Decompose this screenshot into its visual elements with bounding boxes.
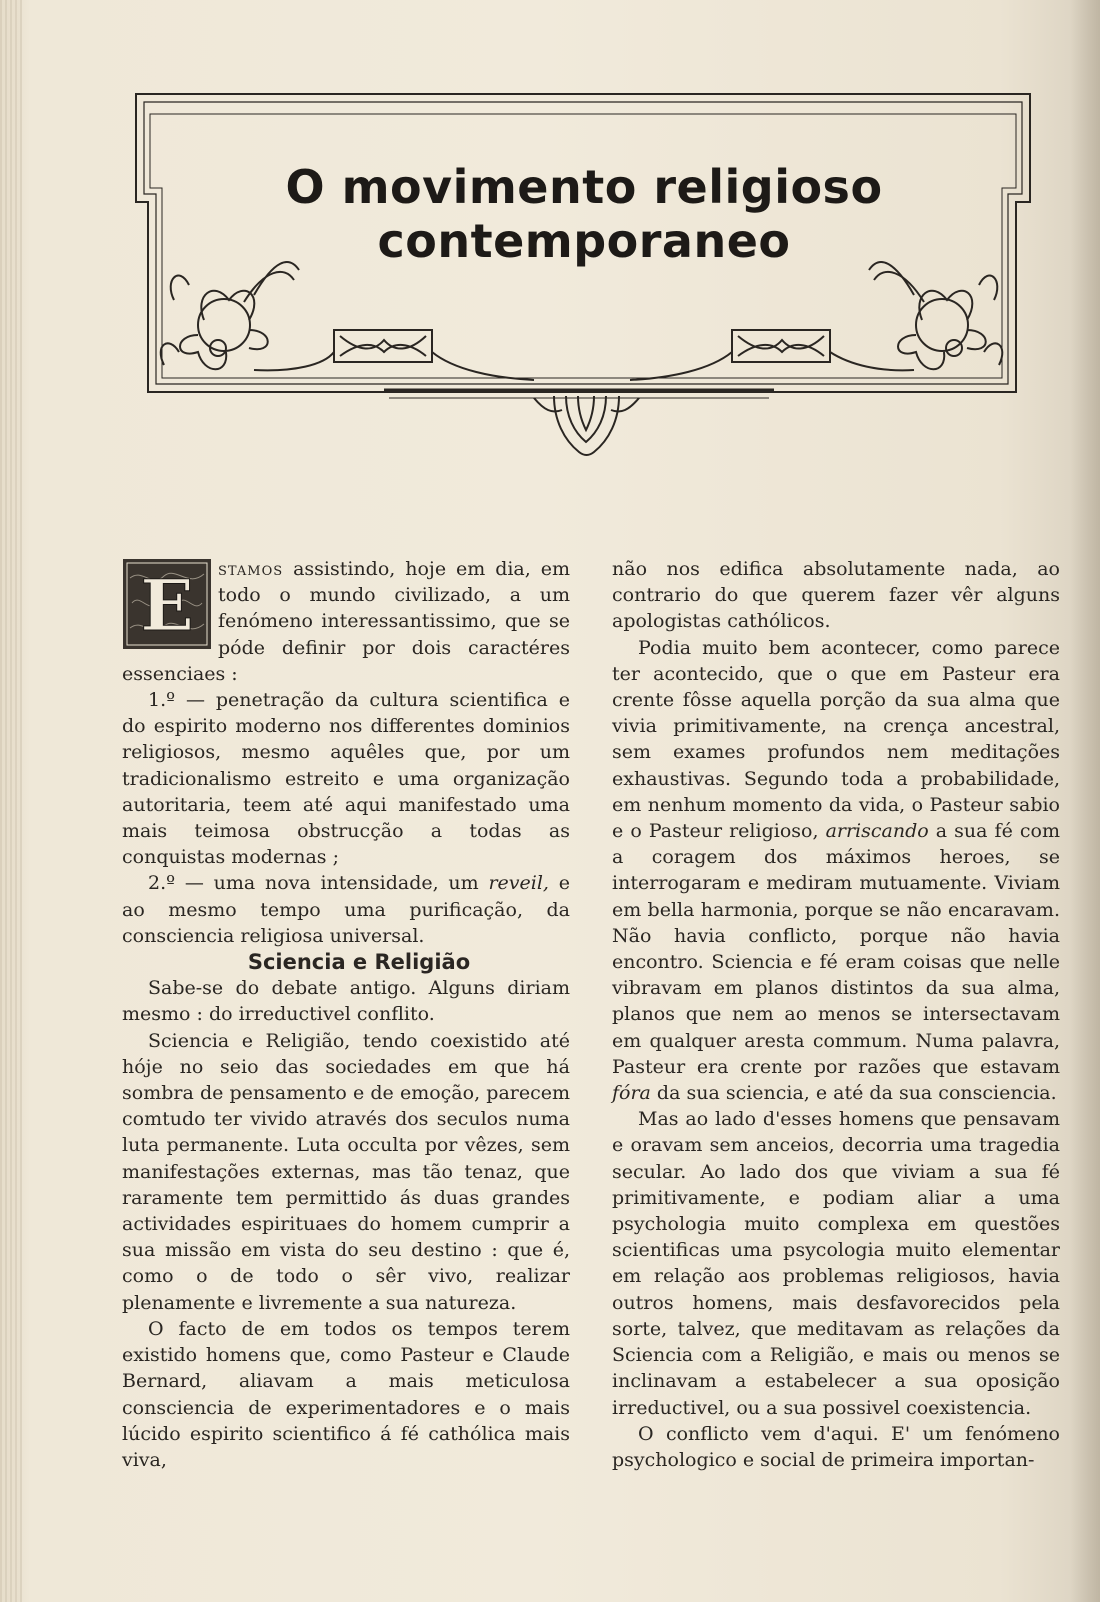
ornamental-header-frame [134, 90, 1054, 480]
paragraph [612, 635, 1060, 1107]
paragraph [122, 556, 570, 687]
column-left [122, 556, 570, 1473]
section-heading: Sciencia e Religião [247, 950, 471, 975]
paragraph: O facto de em todos os tempos terem existido homens que, como Pasteur e Claude Bernard, aliavam a mais meticulosa consciencia de experimentadores e o mais lúcido espirito scientifico á fé cathólica mais viva, [122, 1317, 570, 1471]
paragraph-text: assistindo, hoje em dia, em todo o mundo civilizado, a um fenómeno interessantissimo, que se póde definir por dois caractéres essenciaes : [122, 558, 570, 685]
column-right [612, 556, 1060, 1473]
title-line-2: contemporaneo [377, 214, 791, 268]
title-line-1: O movimento religioso [285, 160, 883, 214]
paragraph: não nos edifica absolutamente nada, ao contrario do que querem fazer vêr alguns apologistas cathólicos. [612, 558, 1060, 633]
emphasis-text: arriscando [825, 820, 929, 843]
page-edge-left [0, 0, 22, 1602]
page-edge-right [1070, 0, 1100, 1602]
dropcap-letter: E [140, 564, 194, 647]
paragraph: Sabe-se do debate antigo. Alguns diriam mesmo : do irreductivel conflito. [122, 977, 570, 1026]
paragraph-text: Podia muito bem acontecer, como parece ter acontecido, que o que em Pasteur era crente fôsse aquella porção da sua alma que vivia primitivamente, na crença ancestral, sem exames profundos nem meditações exhaustivas. Segundo toda a probabilidade, em nenhum momento da vida, o Pasteur sabio e o Pasteur religioso, [612, 636, 1060, 843]
ornamental-dropcap-icon [122, 558, 212, 650]
paragraph: O conflicto vem d'aqui. E' um fenómeno psychologico e social de primeira importan- [612, 1422, 1060, 1471]
paragraph-text: e ao mesmo tempo uma purificação, da consciencia religiosa universal. [122, 872, 570, 947]
paragraph-text: da sua sciencia, e até da sua consciencia. [650, 1082, 1057, 1105]
paragraph-text: a sua fé com a coragem dos máximos heroes, se interrogaram e mediram mutuamente. Viviam em bella harmonia, porque se não encaravam. Não havia conflicto, porque não havia encontro. Sciencia e fé eram coisas que nelle vibravam em planos distintos da sua alma, planos que nem ao menos se intersectavam em qualquer aresta commum. Numa palavra, Pasteur era crente por razões que estavam [612, 820, 1060, 1078]
article-title [134, 160, 1034, 268]
paragraph: Sciencia e Religião, tendo coexistido até hóje no seio das sociedades em que há sombra de pensamento e de emoção, parecem comtudo ter vivido através dos seculos numa luta permanente. Luta occulta por vêzes, sem manifestações externas, mas tão tenaz, que raramente tem permittido ás duas grandes actividades espirituaes do homem cumprir a sua missão em vista do seu destino : que é, como o de todo o sêr vivo, realizar plenamente e livremente a sua natureza. [122, 1029, 570, 1314]
paragraph: 1.º — penetração da cultura scientifica e do espirito moderno nos differentes dominios religiosos, mesmo aquêles que, por um tradicionalismo estreito e uma organização autoritaria, teem até aqui manifestado uma mais teimosa obstrucção a todas as conquistas modernas ; [122, 689, 570, 869]
emphasis-text: reveil, [488, 872, 549, 895]
paragraph-text: 2.º — uma nova intensidade, um [148, 872, 489, 895]
opening-smallcaps: stamos [218, 558, 284, 580]
ornament-border-icon [134, 90, 1054, 480]
emphasis-text: fóra [612, 1082, 651, 1105]
paragraph [122, 870, 570, 949]
paragraph: Mas ao lado d'esses homens que pensavam e oravam sem anceios, decorria uma tragedia secular. Ao lado dos que viviam a sua fé primitivamente, e podiam aliar a uma psychologia muito complexa em questões scientificas uma psycologia muito elementar em relação aos problemas religiosos, havia outros homens, mais desfavorecidos pela sorte, talvez, que meditavam as relações da Sciencia com a Religião, e mais ou menos se inclinavam a estabelecer a sua oposição irreductivel, ou a sua possivel coexistencia. [612, 1108, 1060, 1419]
